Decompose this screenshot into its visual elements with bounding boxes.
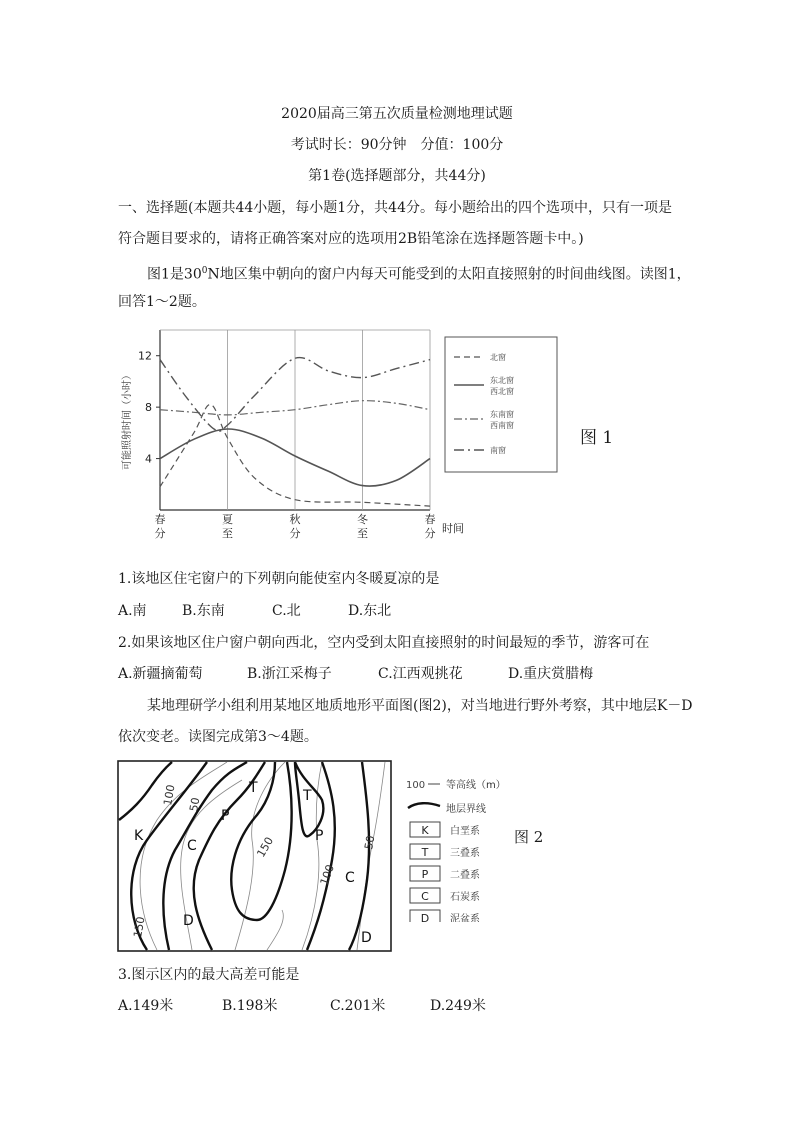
x-tick-label: 春: [424, 513, 436, 526]
legend-name-p: 二叠系: [450, 870, 480, 881]
legend-name-d: 泥盆系: [450, 914, 480, 922]
legend-boundary-line: [408, 803, 440, 808]
map-label-k: K: [134, 828, 144, 844]
legend-code-k: K: [421, 824, 429, 837]
figure2-label: 图 2: [514, 828, 544, 846]
question-2-option-c[interactable]: C.江西观挑花: [378, 666, 463, 682]
map-label-c1: C: [187, 838, 197, 854]
x-tick-label: 至: [222, 527, 233, 540]
question-1-option-a[interactable]: A.南: [118, 603, 147, 619]
figure1-intro-line1: 图1是$30^0N$地区集中朝向的窗户内每天可能受到的太阳直接照射的时间曲线图。读图1，: [147, 266, 691, 283]
y-axis-label: 可能照射时间（小时）: [122, 370, 133, 470]
exam-info: 考试时长：90分钟 分值：100分: [290, 137, 504, 153]
legend-code-c: C: [421, 890, 429, 903]
legend-label: 北窗: [490, 353, 506, 362]
legend-label: 东北窗: [490, 376, 514, 385]
map-label-d1: D: [183, 913, 194, 929]
contour-label-50b: 50: [362, 834, 378, 851]
figure1-intro-line2: 回答1～2题。: [118, 294, 206, 310]
x-tick-label: 至: [357, 527, 368, 540]
legend-label: 东南窗: [490, 410, 514, 419]
question-3-option-d[interactable]: D.249米: [430, 998, 486, 1014]
figure2-map: [117, 760, 392, 952]
x-tick-label: 秋: [289, 513, 301, 526]
legend-label: 西南窗: [490, 421, 514, 430]
map-label-t1: T: [249, 780, 258, 796]
x-tick-label: 分: [289, 527, 301, 540]
legend-contour-sample: 100: [406, 780, 426, 791]
y-tick-label: 4: [145, 452, 152, 466]
figure2-legend: [406, 772, 536, 922]
question-2-stem: 2.如果该地区住户窗户朝向西北，空内受到太阳直接照射的时间最短的季节，游客可在: [118, 635, 650, 651]
x-tick-label: 夏: [222, 513, 233, 526]
legend-name-t: 三叠系: [450, 848, 480, 859]
x-tick-label: 分: [154, 527, 166, 540]
x-tick-label: 冬: [357, 513, 368, 526]
exam-title: 2020届高三第五次质量检测地理试题: [281, 106, 513, 122]
section-instruction-line2: 符合题目要求的，请将正确答案对应的选项用2B铅笔涂在选择题答题卡中。): [118, 231, 584, 247]
question-3-option-c[interactable]: C.201米: [330, 998, 386, 1014]
contour-label-150b: 150: [131, 915, 148, 939]
figure2-intro-line2: 依次变老。读图完成第3～4题。: [118, 729, 318, 745]
question-1-option-b[interactable]: B.东南: [182, 603, 225, 619]
map-label-d2: D: [361, 930, 372, 946]
map-label-p2: P: [315, 828, 324, 844]
x-tick-label: 春: [154, 513, 166, 526]
figure1-label: 图 1: [580, 428, 614, 448]
question-2-option-b[interactable]: B.浙江采梅子: [247, 666, 332, 682]
legend-boundary-text: 地层界线: [446, 804, 486, 815]
question-1-option-c[interactable]: C.北: [272, 603, 301, 619]
figure2-intro-line1: 某地理研学小组利用某地区地质地形平面图(图2)，对当地进行野外考察，其中地层K－D: [147, 698, 693, 714]
legend-code-t: T: [421, 846, 429, 859]
map-label-t2: T: [303, 788, 312, 804]
legend-contour-text: 等高线（m）: [446, 780, 506, 791]
legend-name-c: 石炭系: [450, 892, 480, 903]
legend-code-p: P: [421, 868, 429, 881]
map-label-c2: C: [345, 870, 355, 886]
section-instruction-line1: 一、选择题(本题共44小题，每小题1分，共44分。每小题给出的四个选项中，只有一项是: [118, 200, 672, 216]
map-label-p1: P: [221, 808, 230, 824]
contour-label-50a: 50: [187, 796, 203, 813]
x-axis-label: 时间: [442, 522, 464, 535]
question-3-stem: 3.图示区内的最大高差可能是: [118, 967, 300, 983]
contour-label-100a: 100: [161, 783, 178, 807]
legend-label: 南窗: [490, 446, 506, 455]
contour-label-150a: 150: [254, 834, 277, 860]
question-1-stem: 1.该地区住宅窗户的下列朝向能使室内冬暖夏凉的是: [118, 571, 440, 587]
part-title: 第1卷(选择题部分，共44分): [308, 168, 486, 184]
legend-name-k: 白垩系: [450, 826, 480, 837]
y-tick-label: 12: [138, 349, 152, 363]
y-tick-label: 8: [145, 401, 152, 415]
question-3-option-a[interactable]: A.149米: [118, 998, 174, 1014]
contour-label-100b: 100: [317, 862, 338, 888]
legend-label: 西北窗: [490, 387, 514, 396]
question-3-option-b[interactable]: B.198米: [222, 998, 278, 1014]
question-2-option-a[interactable]: A.新疆摘葡萄: [118, 666, 203, 682]
question-2-option-d[interactable]: D.重庆赏腊梅: [508, 666, 594, 682]
x-tick-label: 分: [424, 527, 436, 540]
legend-code-d: D: [420, 912, 430, 922]
question-1-option-d[interactable]: D.东北: [348, 603, 392, 619]
